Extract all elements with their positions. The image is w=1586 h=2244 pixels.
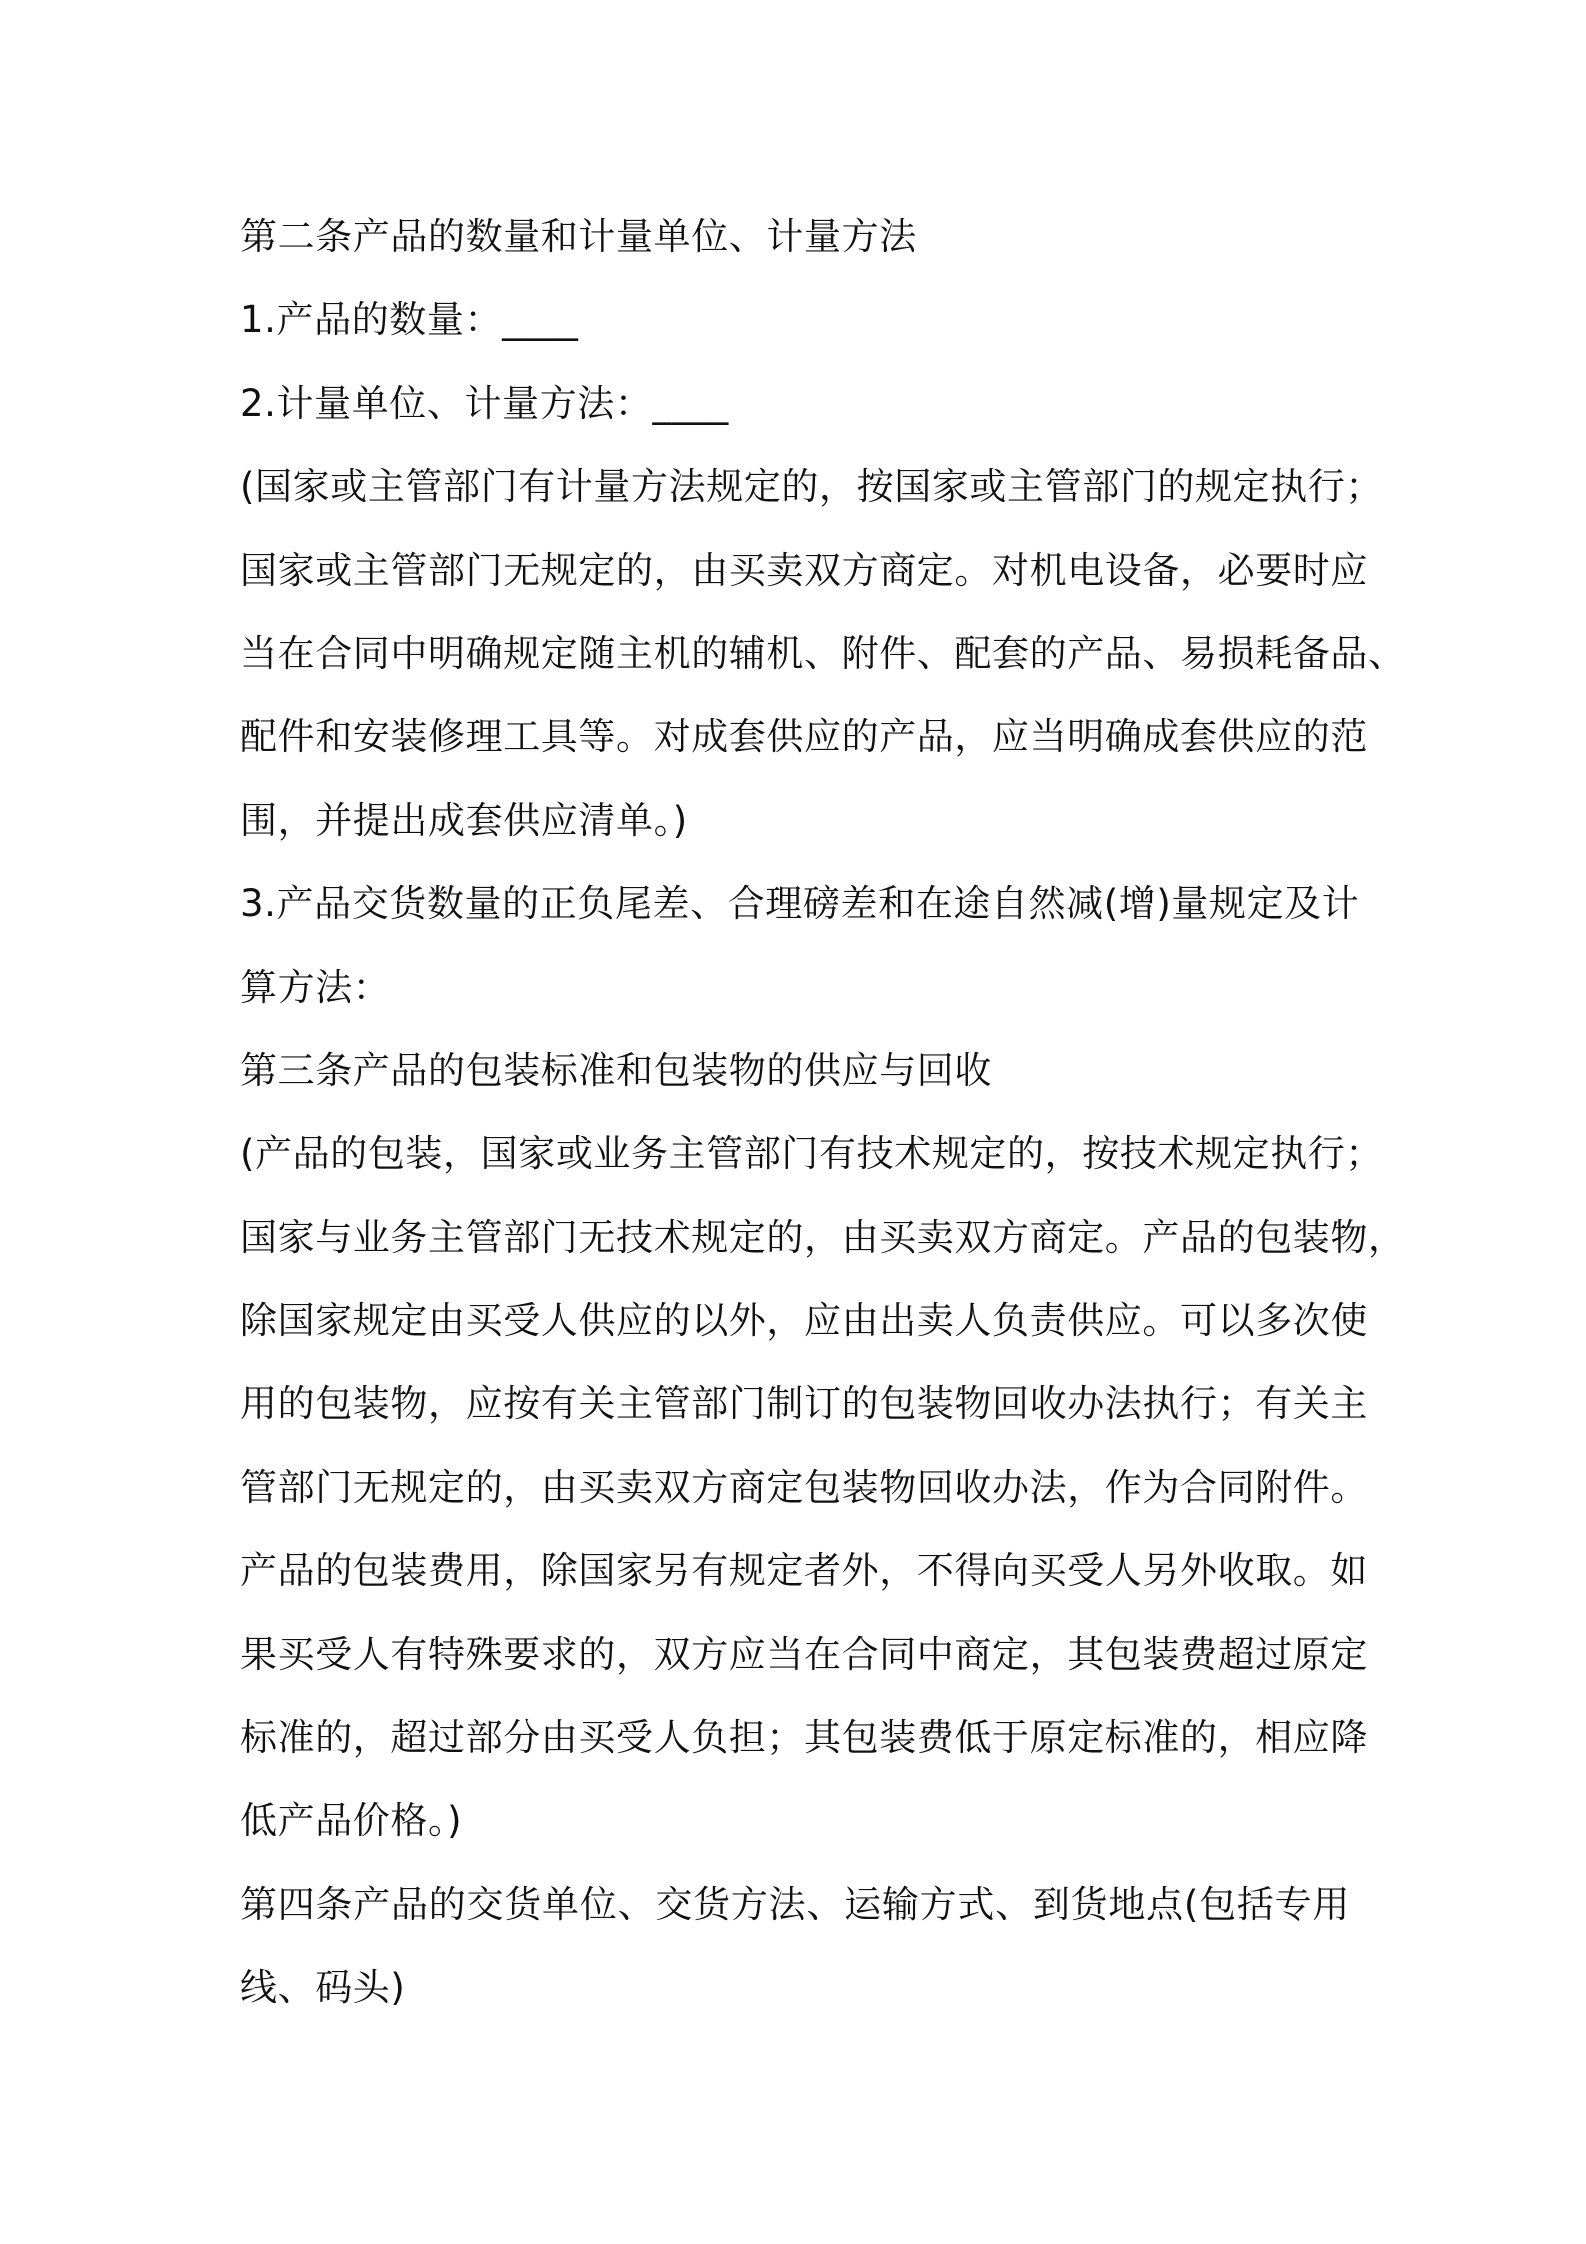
section-heading-article-2: 第二条产品的数量和计量单位、计量方法 [240,215,917,258]
text-line: 用的包装物，应按有关主管部门制订的包装物回收办法执行；有关主 [240,1382,1368,1426]
text-line: (产品的包装，国家或业务主管部门有技术规定的，按技术规定执行； [240,1132,1384,1176]
section-heading-article-3: 第三条产品的包装标准和包装物的供应与回收 [240,1048,992,1092]
text-line: 果买受人有特殊要求的，双方应当在合同中商定，其包装费超过原定 [240,1632,1368,1676]
text-line: 3.产品交货数量的正负尾差、合理磅差和在途自然减(增)量规定及计 [240,882,1360,926]
document-body [240,195,1406,2030]
text-line: 算方法： [240,965,391,1009]
text-line: 线、码头) [240,1966,406,2010]
text-line: 当在合同中明确规定随主机的辅机、附件、配套的产品、易损耗备品、 [240,631,1406,675]
text-line: (国家或主管部门有计量方法规定的，按国家或主管部门的规定执行； [240,465,1384,509]
text-line: 2.计量单位、计量方法：____ [240,381,729,425]
text-line: 围，并提出成套供应清单。) [240,798,688,842]
section-heading-article-4: 第四条产品的交货单位、交货方法、运输方式、到货地点(包括专用 [240,1882,1350,1926]
text-line: 国家与业务主管部门无技术规定的，由买卖双方商定。产品的包装物， [240,1215,1406,1259]
text-line: 除国家规定由买受人供应的以外，应由出卖人负责供应。可以多次使 [240,1299,1368,1343]
text-line: 低产品价格。) [240,1799,463,1843]
text-line: 1.产品的数量：____ [240,298,579,342]
text-line: 国家或主管部门无规定的，由买卖双方商定。对机电设备，必要时应 [240,548,1368,592]
text-line: 产品的包装费用，除国家另有规定者外，不得向买受人另外收取。如 [240,1549,1368,1593]
text-line: 配件和安装修理工具等。对成套供应的产品，应当明确成套供应的范 [240,715,1368,759]
text-line: 标准的，超过部分由买受人负担；其包装费低于原定标准的，相应降 [240,1716,1368,1760]
text-line: 管部门无规定的，由买卖双方商定包装物回收办法，作为合同附件。 [240,1465,1368,1509]
